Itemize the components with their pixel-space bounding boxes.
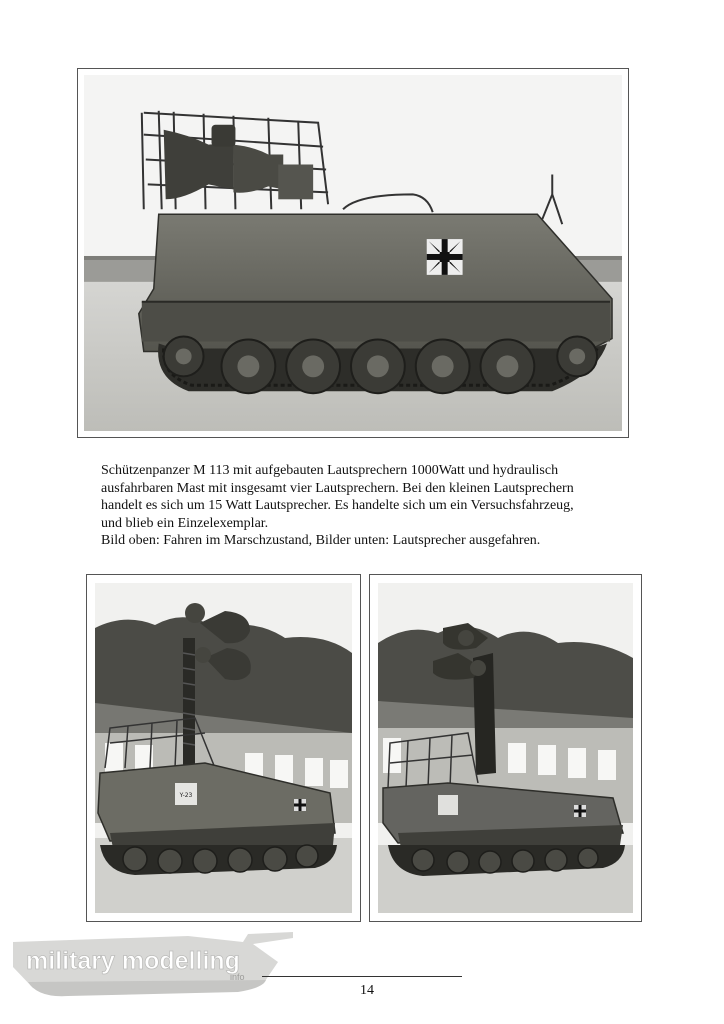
- page-number: 14: [360, 983, 374, 998]
- m113-travel-photo: [84, 75, 622, 431]
- top-photo: [77, 68, 629, 438]
- photo-caption: [101, 462, 621, 550]
- caption-line-1: Schützenpanzer M 113 mit aufgebauten Lautsprechern 1000Watt und hydraulisch: [101, 463, 559, 478]
- caption-line-2: ausfahrbaren Mast mit insgesamt vier Lautsprechern. Bei den kleinen Lautsprechern: [101, 480, 574, 496]
- footer-rule: [262, 976, 462, 977]
- m113-mast-extended-photo-right: [378, 583, 633, 913]
- watermark-suffix: info: [230, 972, 245, 982]
- m113-mast-extended-photo-left: [95, 583, 352, 913]
- bottom-right-photo: [369, 574, 642, 922]
- iron-cross-emblem: [427, 239, 463, 275]
- svg-text:Y-23: Y-23: [179, 792, 193, 799]
- caption-line-4: und blieb ein Einzelexemplar.: [101, 515, 269, 531]
- caption-line-3: handelt es sich um 15 Watt Lautsprecher. Es handelte sich um ein Versuchsfahrzeug,: [101, 498, 574, 513]
- caption-line-5: Bild oben: Fahren im Marschzustand, Bilder unten: Lautsprecher ausgefahren.: [101, 533, 541, 548]
- bottom-left-photo: [86, 574, 361, 922]
- watermark-brand: military modelling: [26, 947, 240, 975]
